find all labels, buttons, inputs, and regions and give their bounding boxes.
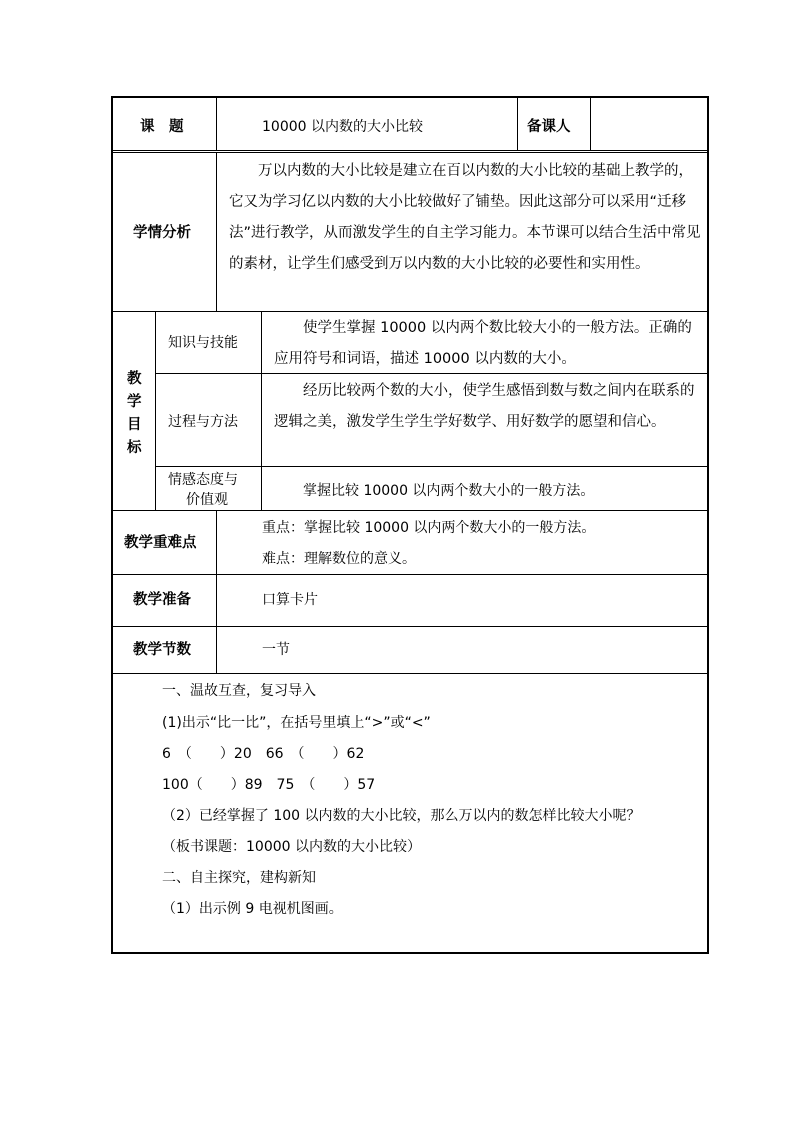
- objectives-label-char-2: 学: [127, 394, 142, 410]
- process-exercise-row-2: 100（ ）89 75 （ ）57: [162, 777, 376, 793]
- process-line: （2）已经掌握了 100 以内数的大小比较，那么万以内的数怎样比较大小呢？: [162, 808, 641, 824]
- process-section-2-heading: 二、自主探究，建构新知: [162, 870, 316, 886]
- sessions-label: 教学节数: [133, 642, 191, 658]
- header-col-divider: [216, 98, 217, 151]
- objective-process-text: 经历比较两个数的大小，使学生感悟到数与数之间内在联系的逻辑之美，激发学生学生学好数学、用好数学的愿望和信心。: [274, 383, 695, 430]
- objectives-label-char-4: 标: [127, 440, 142, 456]
- analysis-col-divider: [216, 153, 217, 311]
- objectives-divider: [113, 510, 707, 511]
- objectives-col-divider: [155, 311, 156, 510]
- objective-attitude-label-2: 价值观: [186, 492, 228, 508]
- lower-col-divider: [216, 510, 217, 673]
- preparer-label: 备课人: [527, 119, 571, 135]
- header-col-divider-3: [590, 98, 591, 151]
- objective-row2-divider: [155, 466, 707, 467]
- header-divider: [113, 150, 707, 153]
- topic-value: 10000 以内数的大小比较: [262, 119, 423, 135]
- objectives-label-char-3: 目: [127, 417, 142, 433]
- preparation-label: 教学准备: [133, 592, 191, 608]
- sessions-value: 一节: [262, 642, 290, 658]
- header-col-divider-2: [517, 98, 518, 151]
- process-section-1-heading: 一、温故互查，复习导入: [162, 683, 316, 699]
- preparation-value: 口算卡片: [262, 592, 318, 608]
- process-line: (1)出示“比一比”，在括号里填上“>”或“<”: [162, 715, 431, 731]
- preparation-divider: [113, 626, 707, 627]
- keypoints-focus: 重点：掌握比较 10000 以内两个数大小的一般方法。: [262, 520, 596, 536]
- objectives-col-divider-2: [261, 311, 262, 510]
- objectives-label-char-1: 教: [127, 371, 142, 387]
- objective-attitude-label-1: 情感态度与: [168, 472, 238, 488]
- process-line: （1）出示例 9 电视机图画。: [162, 901, 343, 917]
- analysis-label: 学情分析: [133, 225, 191, 241]
- sessions-divider: [113, 673, 707, 674]
- process-exercise-row-1: 6 （ ）20 66 （ ）62: [162, 746, 365, 762]
- objective-knowledge-text: 使学生掌握 10000 以内两个数比较大小的一般方法。正确的应用符号和词语，描述 10000 以内数的大小。: [274, 320, 692, 367]
- topic-label: 课 题: [140, 119, 184, 135]
- keypoints-label: 教学重难点: [124, 535, 197, 551]
- keypoints-difficulty: 难点：理解数位的意义。: [262, 551, 416, 567]
- keypoints-divider: [113, 574, 707, 575]
- analysis-divider: [113, 311, 707, 312]
- objective-process-label: 过程与方法: [168, 414, 238, 430]
- analysis-text: 万以内数的大小比较是建立在百以内数的大小比较的基础上教学的，它又为学习亿以内数的大小比较做好了铺垫。因此这部分可以采用“迁移法”进行教学，从而激发学生的自主学习能力。本节课可以结合生活中常见的素材，让学生们感受到万以内数的大小比较的必要性和实用性。: [229, 163, 701, 272]
- objective-knowledge-label: 知识与技能: [168, 335, 238, 351]
- process-line: （板书课题：10000 以内数的大小比较）: [162, 839, 421, 855]
- objective-attitude-text: 掌握比较 10000 以内两个数大小的一般方法。: [303, 483, 595, 499]
